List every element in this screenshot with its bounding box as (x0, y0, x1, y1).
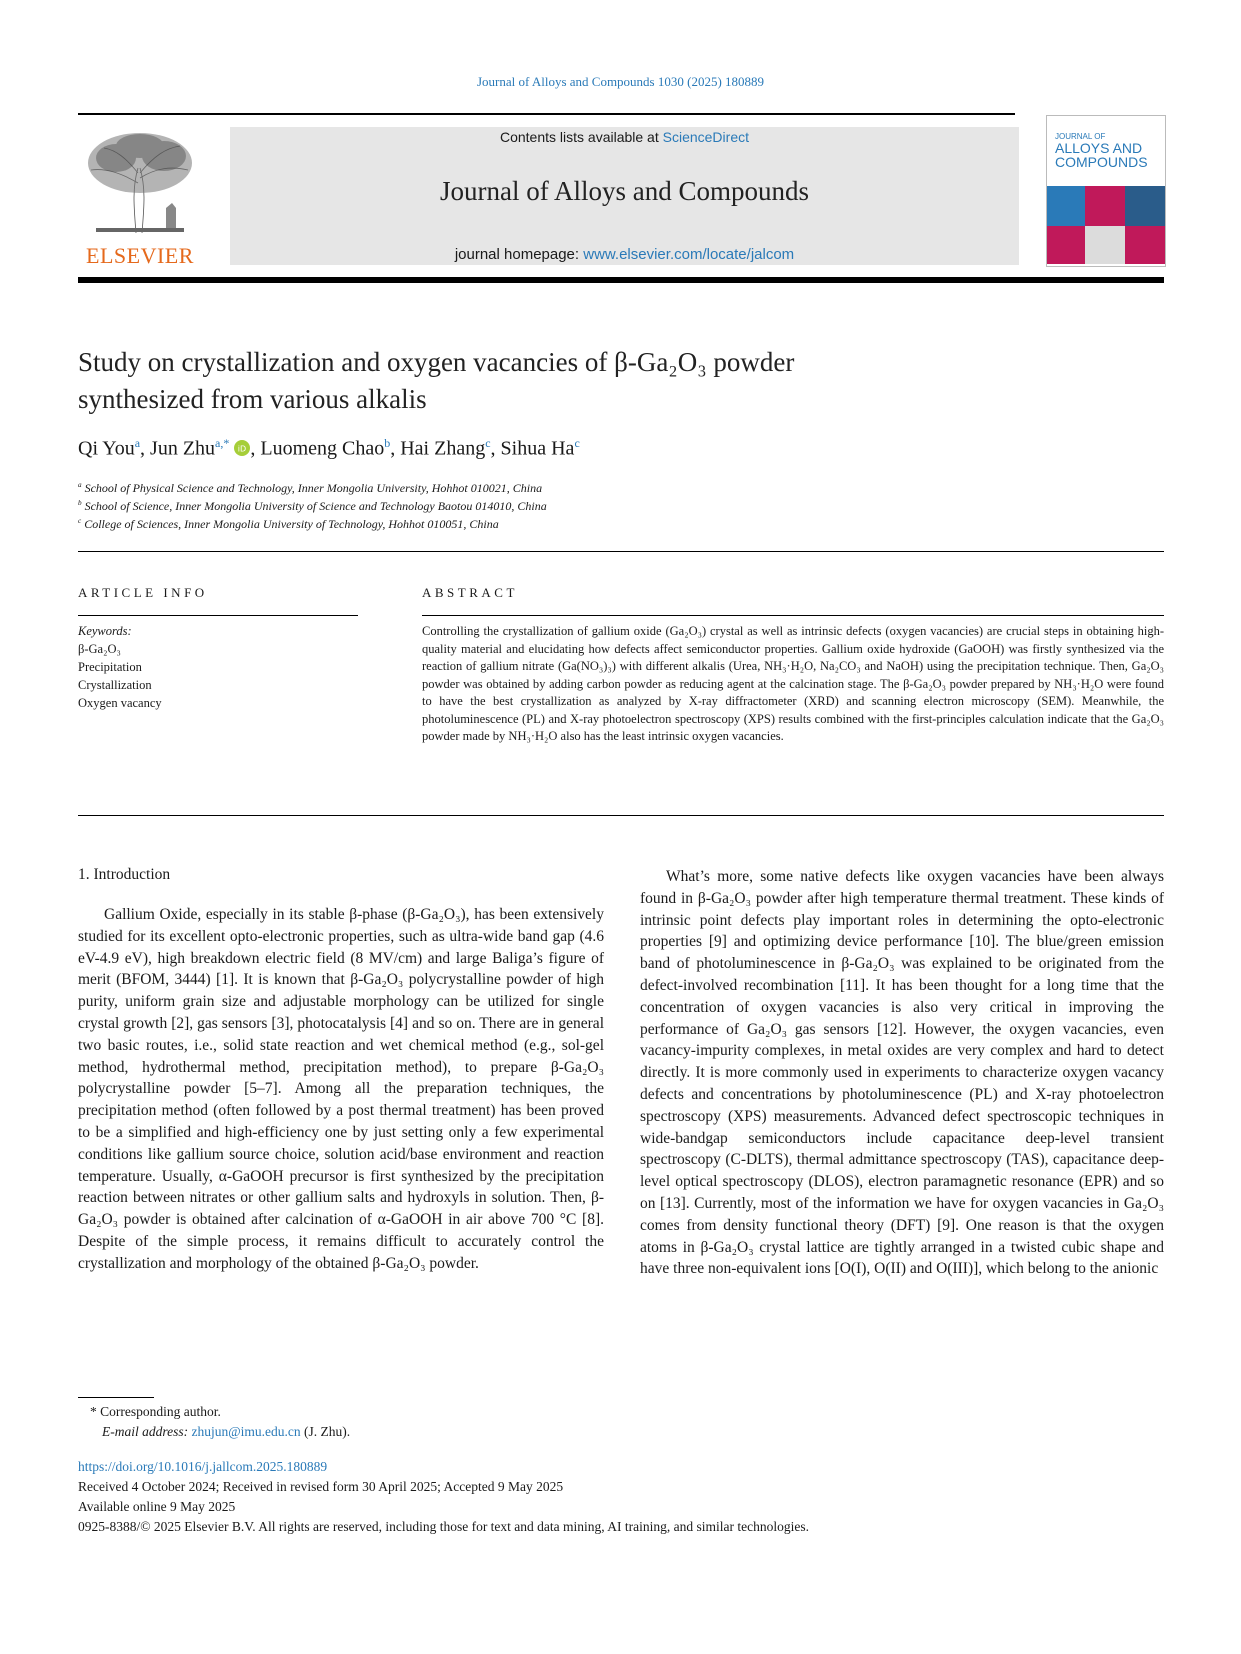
affiliation-text: School of Science, Inner Mongolia University of Science and Technology Baotou 014010, China (84, 499, 547, 513)
author-affil-link[interactable]: b (384, 436, 391, 450)
abstract-text: Controlling the crystallization of gallium oxide (Ga₂O₃) crystal as well as intrinsic defects (oxygen vacancies) are crucial steps in obtaining high-quality material and elucidating how defects affect semiconductor properties. Gallium oxide hydroxide (GaOOH) was firstly synthesized via the reaction of gallium nitrate (Ga(NO₃)₃) with different alkalis (Urea, NH₃·H₂O, Na₂CO₃ and NaOH) using the precipitation technique. Then, Ga₂O₃ powder was obtained by adding carbon powder as reducing agent at the calcination stage. The β-Ga₂O₃ powder prepared by NH₃·H₂O were found to have the best crystallization as analyzed by X-ray diffractometer (XRD) and scanning electron microscopy (SEM). Meanwhile, the photoluminescence (PL) and X-ray photoelectron spectroscopy (XPS) results combined with the first-principles calculation indicate that the Ga₂O₃ powder made by NH₃·H₂O also has the least intrinsic oxygen vacancies. (422, 624, 1164, 743)
article-title (78, 344, 978, 418)
affiliation-sup: a (78, 481, 82, 489)
cover-title (1055, 132, 1148, 169)
cover-line1: JOURNAL OF (1055, 132, 1106, 141)
author-affil-link[interactable]: c (485, 436, 491, 450)
affiliation-text: College of Sciences, Inner Mongolia University of Technology, Hohhot 010051, China (84, 517, 499, 531)
section-heading-introduction: 1. Introduction (78, 866, 171, 883)
author-name: Jun Zhu (150, 437, 216, 460)
cover-color-grid (1047, 186, 1165, 266)
affiliation-a (78, 481, 542, 496)
author-list: Qi You$^a$, Jun Zhu$^{a,*}$ iD , Luomeng Chao$^b$, Hai Zhang$^c$, Sihua Ha$^c$ (78, 436, 580, 460)
orcid-icon[interactable] (234, 440, 250, 456)
keyword-item: Crystallization (78, 678, 152, 692)
svg-text:iD: iD (238, 444, 247, 454)
journal-reference[interactable]: Journal of Alloys and Compounds 1030 (2025) 180889 (476, 74, 765, 89)
affiliation-sup: b (78, 499, 82, 507)
email-suffix: (J. Zhu). (304, 1424, 351, 1439)
cover-line3: COMPOUNDS (1055, 154, 1148, 170)
author-name: Hai Zhang (400, 437, 486, 460)
received-dates: Received 4 October 2024; Received in revised form 30 April 2025; Accepted 9 May 2025 (78, 1479, 564, 1494)
header-thick-rule (78, 277, 1164, 283)
left-column (78, 904, 604, 1275)
divider (78, 551, 1164, 552)
keyword-item: Oxygen vacancy (78, 696, 162, 710)
contents-line (230, 129, 1019, 145)
keywords-label: Keywords: (78, 624, 132, 638)
article-title-line1: Study on crystallization and oxygen vacancies of β-Ga₂O₃ powder (78, 347, 795, 377)
author-affil-link[interactable]: c (574, 436, 580, 450)
article-info-heading: ARTICLE INFO (78, 585, 208, 600)
affiliation-c (78, 517, 499, 532)
homepage-prefix: journal homepage: (454, 246, 584, 263)
cover-line2: ALLOYS AND (1055, 140, 1143, 156)
corresponding-note: * Corresponding author. (90, 1404, 221, 1419)
divider (78, 615, 358, 616)
contents-prefix: Contents lists available at (499, 129, 663, 145)
right-column (640, 866, 1164, 1280)
email-line (102, 1422, 350, 1442)
top-rule (78, 113, 1015, 115)
divider (78, 815, 1164, 816)
keyword-item: Precipitation (78, 660, 142, 674)
article-title-line2: synthesized from various alkalis (78, 384, 427, 414)
email-link[interactable]: zhujun@imu.edu.cn (191, 1424, 301, 1439)
journal-title[interactable]: Journal of Alloys and Compounds (440, 176, 809, 206)
keyword-item: β-Ga₂O₃ (78, 642, 121, 656)
sciencedirect-link[interactable]: ScienceDirect (662, 129, 749, 145)
elsevier-tree-logo (76, 128, 204, 238)
author-name: Luomeng Chao (260, 437, 385, 460)
affiliation-b (78, 499, 547, 514)
body-paragraph: Gallium Oxide, especially in its stable β-phase (β-Ga₂O₃), has been extensively studied for its excellent opto-electronic properties, such as ultra-wide band gap (4.6 eV-4.9 eV), high breakdown electric field (8 MV/cm) and large Baliga’s figure of merit (BFOM, 3444) [1]. It is known that β-Ga₂O₃ polycrystalline powder of high purity, uniform grain size and adjustable morphology can be utilized for single crystal growth [2], gas sensors [3], photocatalysis [4] and so on. There are in general two basic routes, i.e., solid state reaction and wet chemical method (e.g., sol-gel method, hydrothermal method, precipitation method), to prepare β-Ga₂O₃ polycrystalline powder [5–7]. Among all the preparation techniques, the precipitation method (often followed by a post thermal treatment) has been proved to be a simplified and high-efficiency one by just setting only a few experimental conditions like gallium source choice, solution acid/base environment and reaction temperature. Usually, α-GaOOH precursor is first synthesized by the precipitation reaction between nitrates or other gallium salts and hydroxyls in solution. Then, β-Ga₂O₃ powder is obtained after calcination of α-GaOOH in air above 700 °C [8]. Despite of the simple process, it remains difficult to accurately control the crystallization and morphology of the obtained β-Ga₂O₃ powder. (78, 906, 604, 1272)
author-affil-link[interactable]: a (134, 436, 141, 450)
abstract-heading: ABSTRACT (422, 585, 518, 600)
homepage-line (230, 246, 1019, 263)
available-online: Available online 9 May 2025 (78, 1499, 236, 1514)
elsevier-wordmark[interactable]: ELSEVIER (86, 243, 194, 268)
homepage-link[interactable]: www.elsevier.com/locate/jalcom (583, 246, 795, 263)
journal-cover[interactable] (1046, 115, 1166, 267)
body-paragraph: What’s more, some native defects like oxygen vacancies have been always found in β-Ga₂O₃ powder after high temperature thermal treatment. These kinds of intrinsic point defects play important roles in determining the opto-electronic properties [9] and optimizing device performance [10]. The blue/green emission band of photoluminescence in β-Ga₂O₃ was explained to be originated from the defect-involved recombination [11]. It has been thought for a long time that the concentration of oxygen vacancies is also very critical in improving the performance of Ga₂O₃ gas sensors [12]. However, the oxygen vacancies, even vacancy-impurity complexes, in metal oxides are very complex and hard to detect directly. It is more commonly used in experiments to characterize oxygen vacancy defects and concentrations by photoluminescence (PL) and X-ray photoelectron spectroscopy (XPS) measurements. Advanced defect spectroscopic techniques in wide-bandgap semiconductors include capacitance deep-level transient spectroscopy (C-DLTS), thermal admittance spectroscopy (TAS), capacitance deep-level optical spectroscopy (DLOS), electron paramagnetic resonance (EPR) and so on [13]. Currently, most of the information we have for oxygen vacancies in Ga₂O₃ comes from density functional theory (DFT) [9]. One reason is that the oxygen atoms in β-Ga₂O₃ crystal lattice are tightly arranged in a twisted cubic shape and have three non-equivalent ions [O(I), O(II) and O(III)], which belong to the anionic (640, 868, 1164, 1278)
copyright-line: 0925-8388/© 2025 Elsevier B.V. All rights are reserved, including those for text and data mining, AI training, and similar technologies. (78, 1519, 809, 1534)
author-name: Qi You (78, 437, 135, 460)
divider (422, 615, 1164, 616)
affiliation-sup: c (78, 517, 82, 525)
email-label: E-mail address: (102, 1424, 189, 1439)
footnote-rule (78, 1397, 154, 1398)
doi-link[interactable]: https://doi.org/10.1016/j.jallcom.2025.180889 (78, 1459, 328, 1474)
author-name: Sihua Ha (500, 437, 575, 460)
affiliation-text: School of Physical Science and Technology, Inner Mongolia University, Hohhot 010021, China (84, 481, 543, 495)
author-affil-link[interactable]: a,* (215, 436, 230, 450)
